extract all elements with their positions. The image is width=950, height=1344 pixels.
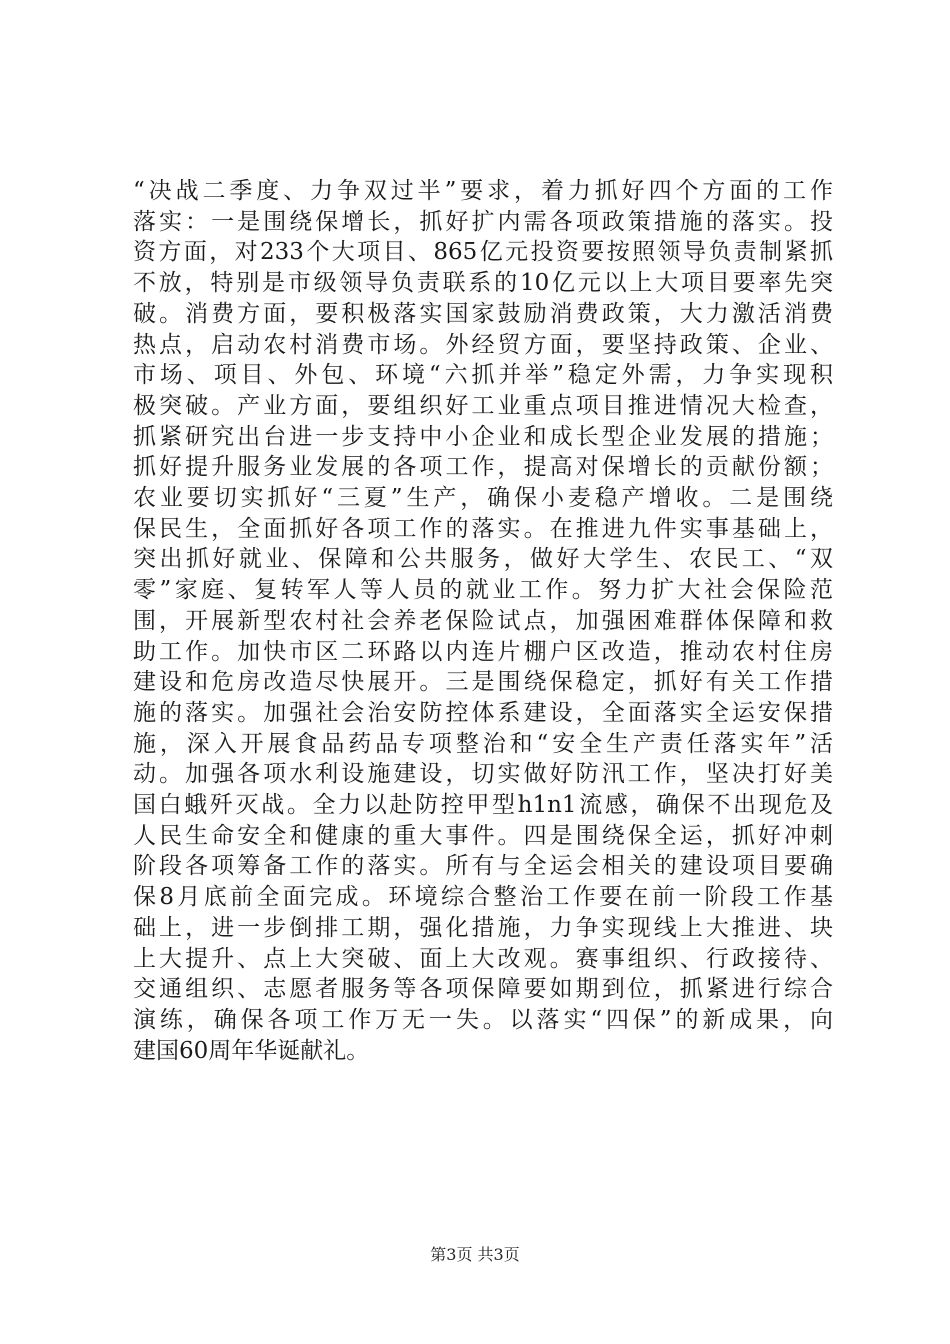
text-line: 围，开展新型农村社会养老保险试点，加强困难群体保障和救	[133, 607, 833, 634]
text-line: 上大提升、点上大突破、面上大改观。赛事组织、行政接待、	[133, 945, 833, 972]
body-paragraph	[133, 176, 833, 1066]
text-line: 破。消费方面，要积极落实国家鼓励消费政策，大力激活消费	[133, 300, 833, 327]
text-line: 施，深入开展食品药品专项整治和“安全生产责任落实年”活	[133, 730, 833, 757]
text-line: “决战二季度、力争双过半”要求，着力抓好四个方面的工作	[133, 178, 833, 204]
text-line: 交通组织、志愿者服务等各项保障要如期到位，抓紧进行综合	[133, 976, 833, 1003]
text-line: 热点，启动农村消费市场。外经贸方面，要坚持政策、企业、	[133, 331, 833, 358]
text-line: 建国60周年华诞献礼。	[133, 1037, 370, 1064]
text-line: 抓紧研究出台进一步支持中小企业和成长型企业发展的措施；	[133, 423, 833, 450]
text-line: 建设和危房改造尽快展开。三是围绕保稳定，抓好有关工作措	[133, 669, 833, 696]
text-line: 施的落实。加强社会治安防控体系建设，全面落实全运安保措	[133, 699, 833, 726]
text-line: 助工作。加快市区二环路以内连片棚户区改造，推动农村住房	[133, 638, 833, 665]
text-line: 极突破。产业方面，要组织好工业重点项目推进情况大检查，	[133, 392, 833, 419]
text-line: 动。加强各项水利设施建设，切实做好防汛工作，坚决打好美	[133, 761, 833, 788]
text-line: 演练，确保各项工作万无一失。以落实“四保”的新成果，向	[133, 1006, 833, 1033]
text-line: 国白蛾歼灭战。全力以赴防控甲型h1n1流感，确保不出现危及	[133, 792, 833, 819]
text-line: 零”家庭、复转军人等人员的就业工作。努力扩大社会保险范	[133, 577, 833, 604]
text-line: 保8月底前全面完成。环境综合整治工作要在前一阶段工作基	[133, 884, 833, 911]
text-line: 抓好提升服务业发展的各项工作，提高对保增长的贡献份额；	[133, 454, 833, 481]
text-line: 不放，特别是市级领导负责联系的10亿元以上大项目要率先突	[133, 270, 833, 297]
text-line: 市场、项目、外包、环境“六抓并举”稳定外需，力争实现积	[133, 362, 833, 389]
text-line: 落实：一是围绕保增长，抓好扩内需各项政策措施的落实。投	[133, 208, 833, 235]
page-footer: 第3页 共3页	[430, 1245, 520, 1264]
text-line: 础上，进一步倒排工期，强化措施，力争实现线上大推进、块	[133, 914, 833, 941]
text-line: 突出抓好就业、保障和公共服务，做好大学生、农民工、“双	[133, 546, 833, 573]
text-line: 农业要切实抓好“三夏”生产，确保小麦稳产增收。二是围绕	[133, 485, 833, 512]
text-line: 资方面，对233个大项目、865亿元投资要按照领导负责制紧抓	[133, 239, 833, 266]
text-line: 阶段各项筹备工作的落实。所有与全运会相关的建设项目要确	[133, 853, 833, 880]
text-line: 人民生命安全和健康的重大事件。四是围绕保全运，抓好冲刺	[133, 822, 833, 849]
text-line: 保民生，全面抓好各项工作的落实。在推进九件实事基础上，	[133, 515, 833, 542]
